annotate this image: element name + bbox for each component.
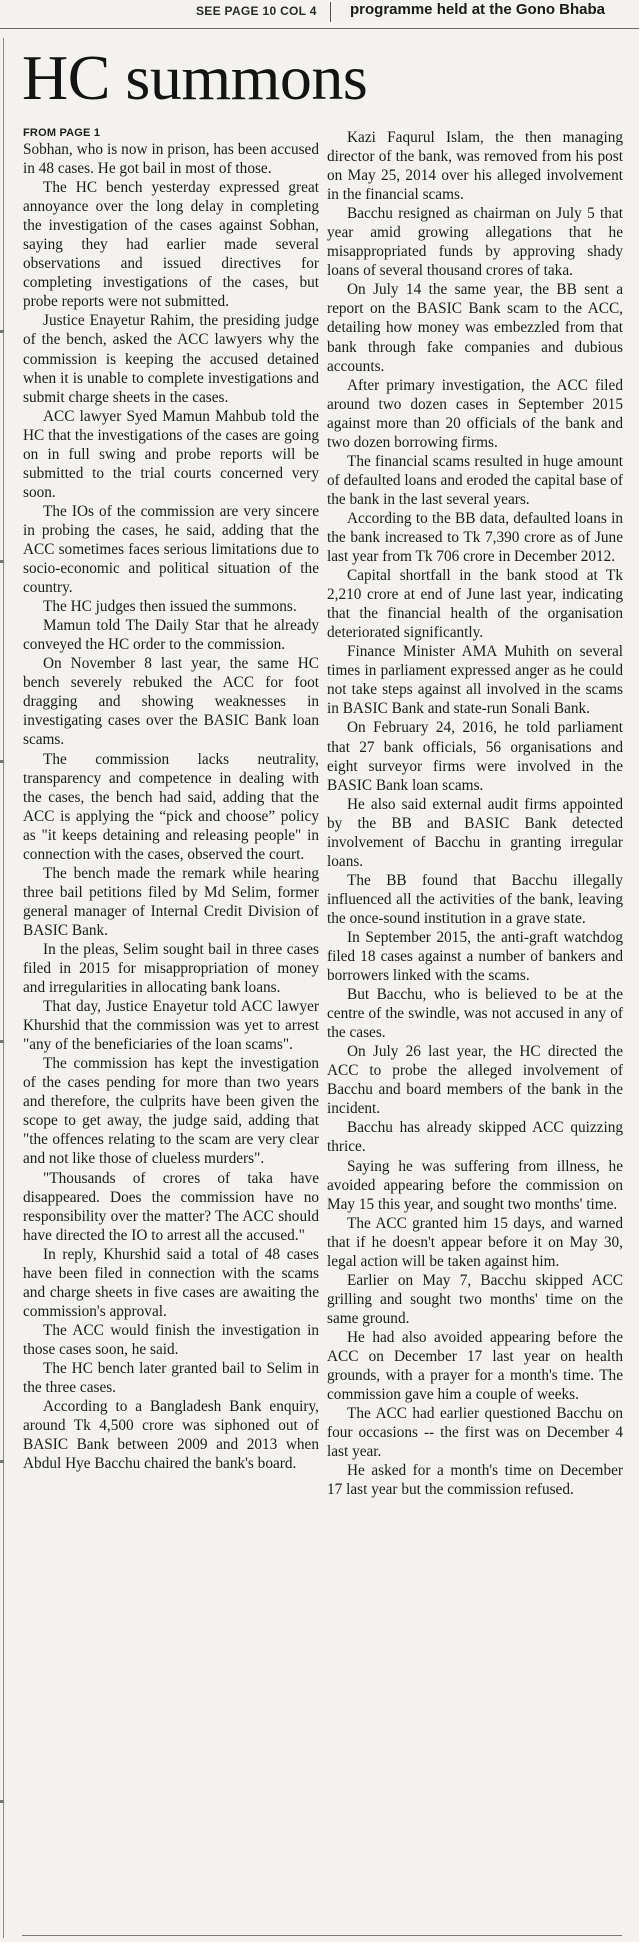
paragraph: Mamun told The Daily Star that he already conveyed the HC order to the commission. (23, 617, 319, 654)
page-header-strip (0, 0, 639, 29)
paragraph: The BB found that Bacchu illegally influenced all the activities of the bank, leaving the once-sound institution in a grave state. (327, 871, 623, 927)
paragraph: According to a Bangladesh Bank enquiry, around Tk 4,500 crore was siphoned out of BASIC Bank between 2009 and 2013 when Abdul Hye Bacchu chaired the bank's board. (23, 1398, 319, 1473)
paragraph: The IOs of the commission are very sincere in probing the cases, he said, adding that the ACC sometimes faces serious limitations due to socio-economic and political situation of the country. (23, 502, 319, 597)
paragraph: The ACC granted him 15 days, and warned that if he doesn't appear before it on May 30, legal action will be taken against him. (327, 1214, 623, 1270)
paragraph: According to the BB data, defaulted loans in the bank increased to Tk 7,390 crore as of June last year from Tk 706 crore in December 2012. (327, 509, 623, 566)
paragraph: In the pleas, Selim sought bail in three cases filed in 2015 for misappropriation of money and irregularities in allocating bank loans. (23, 940, 319, 997)
paragraph: On February 24, 2016, he told parliament that 27 bank officials, 56 organisations and eight surveyor firms were involved in the BASIC Bank loan scams. (327, 719, 623, 794)
see-page-reference: SEE PAGE 10 COL 4 (196, 4, 317, 18)
paragraph: But Bacchu, who is believed to be at the centre of the swindle, was not accused in any of the cases. (327, 986, 623, 1042)
paragraph: The HC bench later granted bail to Selim in the three cases. (23, 1360, 319, 1397)
paragraph: On July 26 last year, the HC directed the ACC to probe the alleged involvement of Bacchu and board members of the bank in the incident. (327, 1043, 623, 1118)
paragraph: That day, Justice Enayetur told ACC lawyer Khurshid that the commission was yet to arrest "any of the beneficiaries of the loan scams". (23, 998, 319, 1054)
article-column-right (327, 128, 623, 1499)
header-divider (330, 2, 331, 22)
paragraph: The HC bench yesterday expressed great annoyance over the long delay in completing the investigation of the cases against Sobhan, saying they had earlier made several observations and issued directives for completing investigations of the cases, but probe reports were not submitted. (23, 179, 319, 311)
paragraph: He had also avoided appearing before the ACC on December 17 last year on health grounds, with a prayer for a month's time. The commission gave him a couple of weeks. (327, 1328, 623, 1404)
headline: HC summons (22, 42, 368, 113)
paragraph: Finance Minister AMA Muhith on several times in parliament expressed anger as he could not take steps against all involved in the scams in BASIC Bank and state-run Sonali Bank. (327, 643, 623, 718)
gutter-mark (0, 760, 4, 763)
gutter-mark (0, 1800, 4, 1803)
paragraph: Justice Enayetur Rahim, the presiding judge of the bench, asked the ACC lawyers why the commission is keeping the accused detained when it is unable to complete investigations and submit charge sheets in the cases. (23, 312, 319, 406)
paragraph: Saying he was suffering from illness, he avoided appearing before the commission on May 15 this year, and sought two months' time. (327, 1157, 623, 1213)
paragraph: The financial scams resulted in huge amount of defaulted loans and eroded the capital base of the bank in the last several years. (327, 452, 623, 508)
adjacent-story-teaser: programme held at the Gono Bhaba (350, 1, 606, 18)
paragraph: The ACC had earlier questioned Bacchu on four occasions -- the first was on December 4 last year. (327, 1405, 623, 1461)
continued-from-label: FROM PAGE 1 (23, 127, 101, 139)
paragraph: In September 2015, the anti-graft watchdog filed 18 cases against a number of bankers and borrowers linked with the scams. (327, 928, 623, 985)
gutter-mark (0, 330, 4, 333)
paragraph: The HC judges then issued the summons. (43, 598, 297, 616)
bottom-rule (22, 1935, 622, 1936)
gutter-mark (0, 1460, 4, 1463)
paragraph: Earlier on May 7, Bacchu skipped ACC grilling and sought two months' time on the same ground. (327, 1271, 623, 1327)
paragraph: "Thousands of crores of taka have disappeared. Does the commission have no responsibility over the matter? The ACC should have directed the IO to arrest all the accused." (23, 1169, 319, 1244)
paragraph: ACC lawyer Syed Mamun Mahbub told the HC that the investigations of the cases are going on in full swing and probe reports will be submitted to the trial courts concerned very soon. (23, 407, 319, 501)
paragraph: Bacchu has already skipped ACC quizzing thrice. (327, 1119, 623, 1156)
article-column-left (23, 126, 319, 1473)
paragraph: He also said external audit firms appointed by the BB and BASIC Bank detected involvement of Bacchu in granting irregular loans. (327, 795, 623, 870)
gutter-mark (0, 560, 4, 563)
gutter-mark (0, 1040, 4, 1043)
paragraph: On July 14 the same year, the BB sent a report on the BASIC Bank scam to the ACC, detailing how money was embezzled from that bank through fake companies and dubious accounts. (327, 281, 623, 375)
paragraph: He asked for a month's time on December 17 last year but the commission refused. (327, 1462, 623, 1499)
paragraph: The commission lacks neutrality, transparency and competence in dealing with the cases, the bench had said, adding that the ACC is applying the “pick and choose” policy as "it keeps detaining and releasing people" in connection with the cases, observed the court. (23, 750, 319, 863)
paragraph: Sobhan, who is now in prison, has been accused in 48 cases. He got bail in most of those. (23, 141, 319, 178)
paragraph: Capital shortfall in the bank stood at Tk 2,210 crore at end of June last year, indicating that the financial health of the organisation deteriorated significantly. (327, 567, 623, 642)
paragraph: After primary investigation, the ACC filed around two dozen cases in September 2015 against more than 20 officials of the bank and two dozen borrowing firms. (327, 376, 623, 451)
paragraph: Bacchu resigned as chairman on July 5 that year amid growing allegations that he misappropriated funds by approving shady loans of several thousand crores of taka. (327, 205, 623, 280)
paragraph: The commission has kept the investigation of the cases pending for more than two years and therefore, the culprits have been given the scope to get away, the judge said, adding that "the offences relating to the scam are very clear and not like those of clueless murders". (23, 1055, 319, 1168)
paragraph: Kazi Faqurul Islam, the then managing director of the bank, was removed from his post on May 25, 2014 over his alleged involvement in the financial scams. (327, 129, 623, 204)
paragraph: The bench made the remark while hearing three bail petitions filed by Md Selim, former general manager of Internal Credit Division of BASIC Bank. (23, 864, 319, 939)
paragraph: The ACC would finish the investigation in those cases soon, he said. (23, 1321, 319, 1358)
paragraph: In reply, Khurshid said a total of 48 cases have been filed in connection with the scams and charge sheets in five cases are awaiting the commission's approval. (23, 1245, 319, 1320)
left-column-rule (3, 38, 4, 1938)
paragraph: On November 8 last year, the same HC bench severely rebuked the ACC for foot dragging and showing weaknesses in investigating cases over the BASIC Bank loan scams. (23, 655, 319, 749)
